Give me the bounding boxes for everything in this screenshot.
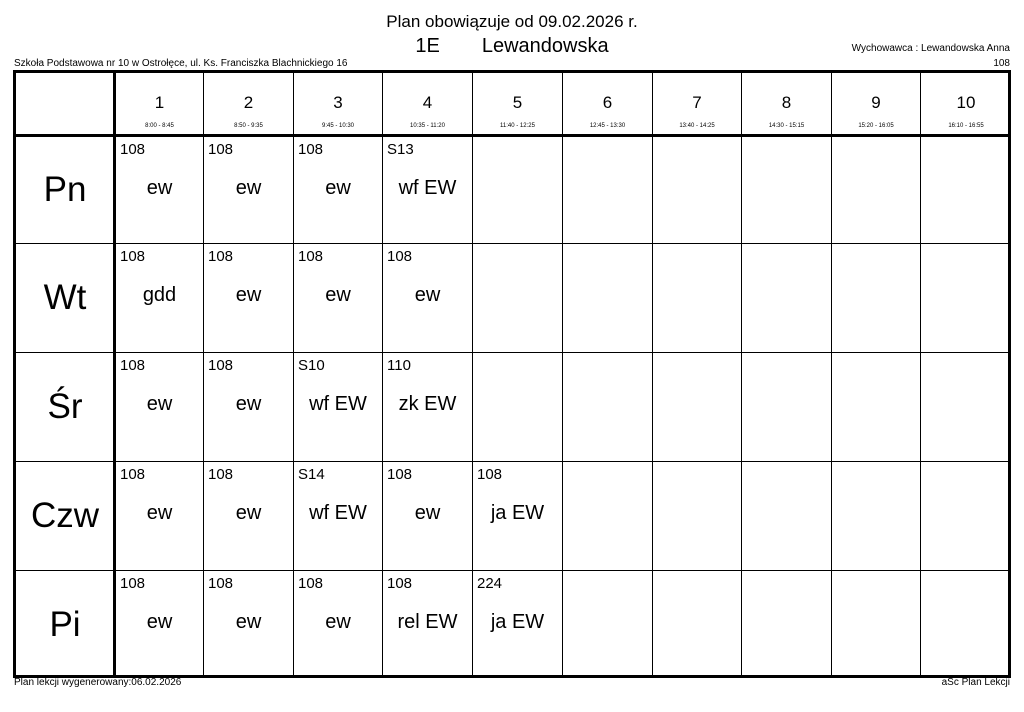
lesson-subject: ja EW [490, 611, 545, 633]
class-name: 1E [415, 35, 440, 57]
lesson-subject: ja EW [490, 502, 545, 524]
page-title: Plan obowiązuje od 09.02.2026 r. [386, 12, 638, 31]
lesson-room: 224 [477, 575, 503, 592]
lesson-cell [383, 353, 472, 461]
lesson-subject: ew [414, 502, 441, 524]
period-number: 3 [333, 93, 343, 112]
day-label: Śr [47, 387, 83, 426]
period-time: 16:10 - 16:55 [948, 123, 984, 129]
lesson-subject: wf EW [309, 393, 367, 415]
day-label: Pi [49, 605, 81, 644]
lesson-room: 108 [208, 141, 234, 158]
lesson-subject: ew [235, 611, 262, 633]
lesson-subject: rel EW [397, 611, 458, 633]
lesson-room: 108 [298, 141, 324, 158]
period-header [742, 73, 831, 133]
lesson-subject: ew [146, 393, 173, 415]
period-number: 4 [422, 93, 433, 112]
period-number: 2 [243, 93, 254, 112]
period-header [204, 73, 293, 133]
grid-vline [920, 73, 921, 675]
lesson-room: 108 [387, 575, 413, 592]
day-label: Wt [43, 278, 87, 317]
lesson-cell [294, 462, 382, 570]
period-number: 1 [154, 93, 165, 112]
lesson-subject: ew [235, 502, 262, 524]
lesson-room: 108 [120, 141, 146, 158]
period-header [473, 73, 562, 133]
period-time: 14:30 - 15:15 [768, 123, 805, 129]
lesson-cell [116, 353, 203, 461]
lesson-room: 110 [387, 357, 411, 374]
lesson-cell [294, 244, 382, 352]
lesson-room: 108 [477, 466, 503, 483]
lesson-cell [116, 244, 203, 352]
class-teacher-short: Lewandowska [481, 35, 609, 57]
lesson-subject: ew [146, 611, 173, 633]
period-time: 13:40 - 14:25 [679, 123, 715, 129]
grid-vline [652, 73, 653, 675]
period-header [653, 73, 741, 133]
lesson-room: 108 [387, 466, 413, 483]
lesson-cell [204, 462, 293, 570]
lesson-subject: ew [146, 177, 173, 199]
lesson-cell [116, 462, 203, 570]
lesson-cell [473, 462, 562, 570]
lesson-cell [294, 137, 382, 243]
lesson-room: S13 [387, 141, 414, 158]
lesson-room: 108 [387, 248, 413, 265]
lesson-subject: ew [235, 177, 262, 199]
lesson-cell [204, 571, 293, 678]
software-credit: aSc Plan Lekcji [941, 677, 1010, 688]
lesson-cell [204, 137, 293, 243]
period-number: 7 [692, 93, 702, 112]
lesson-cell [116, 571, 203, 678]
period-header [921, 73, 1011, 133]
generated-date: Plan lekcji wygenerowany:06.02.2026 [14, 677, 182, 688]
lesson-cell [383, 571, 472, 678]
lesson-subject: ew [325, 177, 351, 199]
lesson-room: S14 [298, 466, 325, 483]
homeroom-teacher: Wychowawca : Lewandowska Anna [851, 43, 1010, 54]
period-time: 8:50 - 9:35 [234, 123, 263, 129]
grid-vline [741, 73, 742, 675]
lesson-room: 108 [298, 575, 324, 592]
period-number: 10 [956, 93, 976, 112]
lesson-subject: zk EW [398, 393, 457, 415]
period-time: 11:40 - 12:25 [500, 123, 535, 129]
lesson-room: 108 [120, 357, 146, 374]
period-time: 8:00 - 8:45 [145, 123, 174, 129]
lesson-room: 108 [120, 466, 146, 483]
lesson-subject: gdd [142, 284, 177, 306]
period-time: 15:20 - 16:05 [858, 123, 894, 129]
homeroom-room: 108 [993, 58, 1010, 69]
period-number: 9 [871, 93, 881, 112]
lesson-subject: ew [325, 611, 351, 633]
lesson-room: 108 [208, 575, 234, 592]
lesson-subject: ew [414, 284, 441, 306]
lesson-cell [383, 137, 472, 243]
lesson-subject: ew [146, 502, 173, 524]
lesson-room: S10 [298, 357, 325, 374]
period-time: 12:45 - 13:30 [589, 123, 626, 129]
period-number: 6 [602, 93, 613, 112]
lesson-room: 108 [298, 248, 324, 265]
lesson-cell [473, 571, 562, 678]
day-label: Pn [43, 170, 87, 209]
lesson-cell [383, 244, 472, 352]
lesson-cell [204, 244, 293, 352]
period-header [563, 73, 652, 133]
period-time: 10:35 - 11:20 [410, 123, 445, 129]
lesson-room: 108 [208, 466, 234, 483]
school-address: Szkoła Podstawowa nr 10 w Ostrołęce, ul. Ks. Franciszka Blachnickiego 16 [14, 58, 348, 69]
lesson-room: 108 [120, 248, 146, 265]
lesson-subject: ew [325, 284, 351, 306]
lesson-cell [294, 353, 382, 461]
period-number: 8 [781, 93, 792, 112]
period-header [116, 73, 203, 133]
grid-vline [562, 73, 563, 675]
period-header [294, 73, 382, 133]
lesson-subject: wf EW [309, 502, 367, 524]
period-time: 9:45 - 10:30 [321, 123, 355, 129]
lesson-room: 108 [208, 248, 234, 265]
lesson-cell [294, 571, 382, 678]
lesson-subject: wf EW [398, 177, 457, 199]
timetable-grid [13, 70, 1011, 678]
lesson-room: 108 [120, 575, 146, 592]
grid-vline [831, 73, 832, 675]
lesson-cell [383, 462, 472, 570]
period-header [832, 73, 920, 133]
lesson-cell [204, 353, 293, 461]
lesson-room: 108 [208, 357, 234, 374]
lesson-subject: ew [235, 393, 262, 415]
period-header [383, 73, 472, 133]
lesson-cell [116, 137, 203, 243]
day-label: Czw [30, 496, 100, 535]
lesson-subject: ew [235, 284, 262, 306]
period-number: 5 [512, 93, 523, 112]
